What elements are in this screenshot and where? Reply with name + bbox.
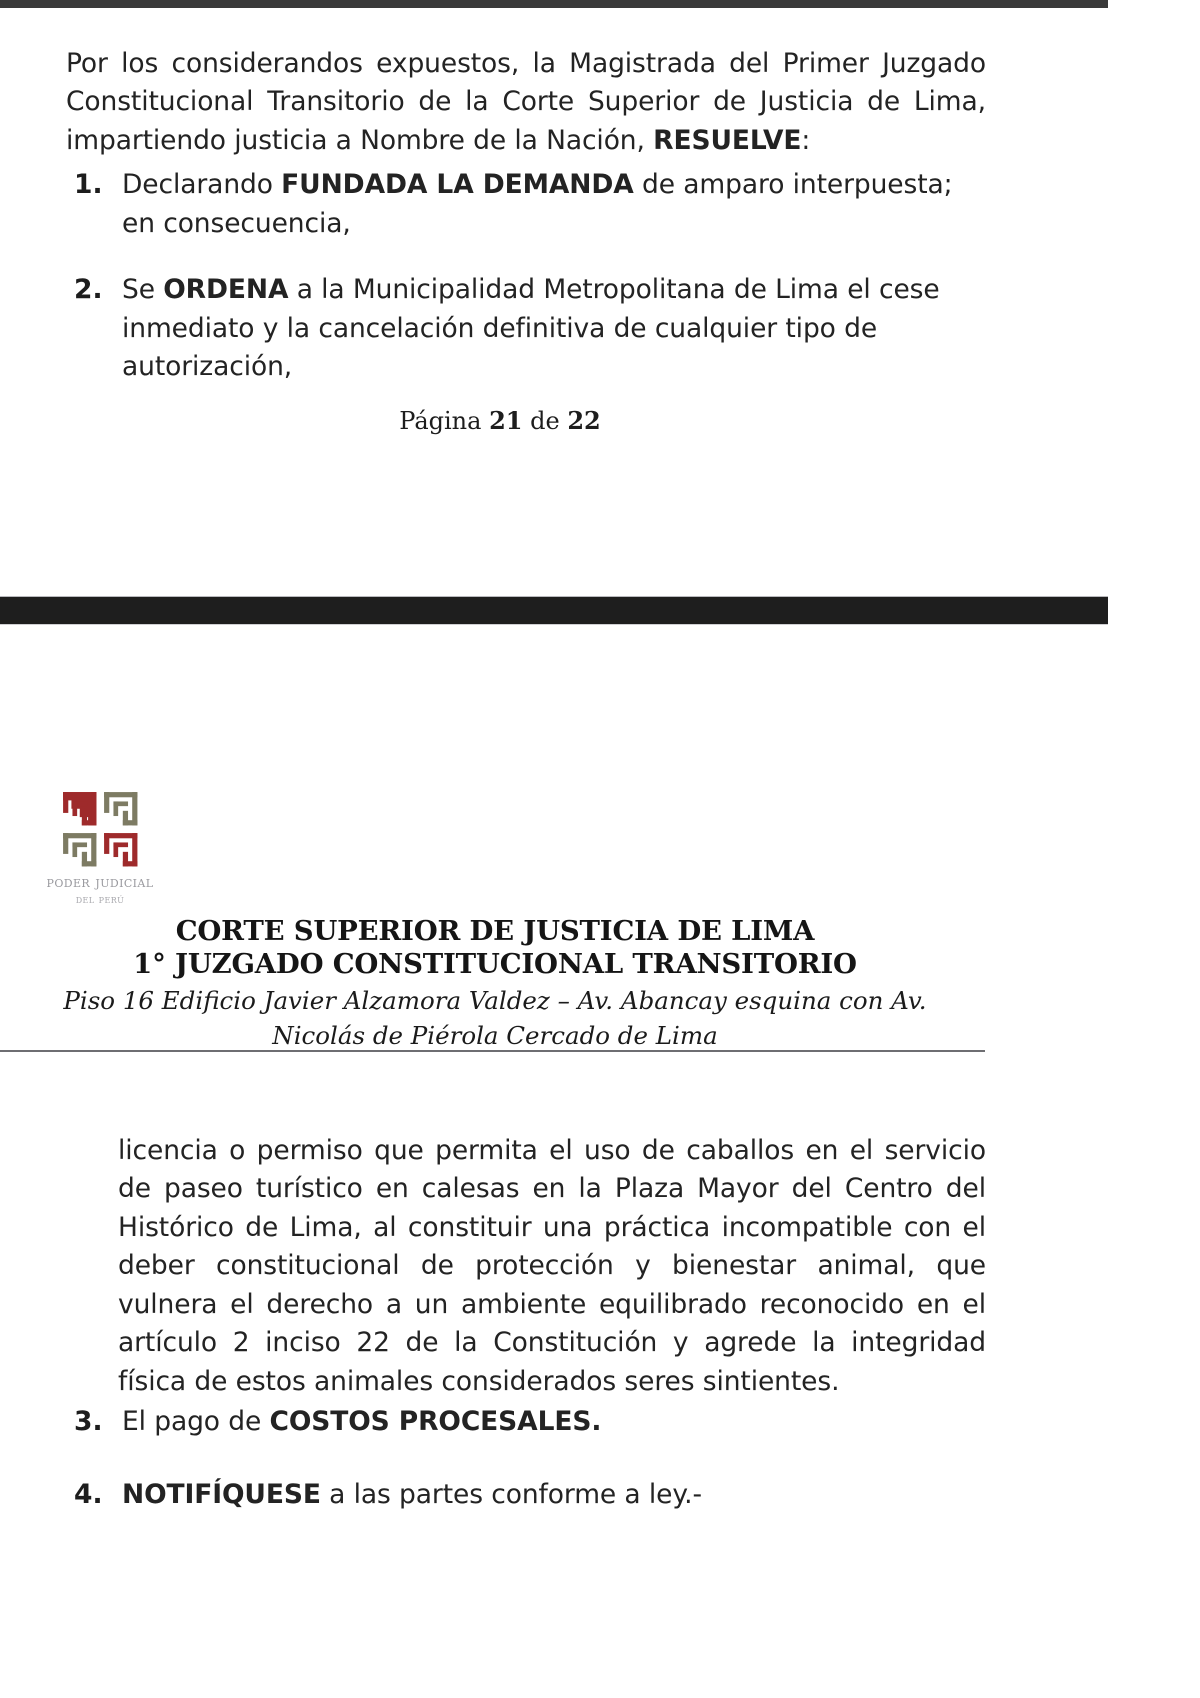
list-item-text [122,1479,702,1510]
list-item-number: 3. [74,1406,103,1437]
list-item-part1: El pago de [122,1406,270,1437]
intro-paragraph-part2: : [801,124,811,156]
logo-glyph-top-left [61,790,99,828]
page-footer-prefix: Página [399,407,490,435]
page-footer-current: 21 [489,406,523,435]
letterhead-divider [0,1050,985,1052]
list-item-part1: Declarando [122,169,282,200]
court-title-line2: 1° JUZGADO CONSTITUCIONAL TRANSITORIO [133,948,857,980]
page-separator-band [0,596,1108,625]
resuelve-emphasis: RESUELVE [653,124,802,156]
page-number-footer [0,406,1000,435]
viewer-top-strip [0,0,1108,8]
brand-subname: del perú [75,892,125,906]
list-item [66,271,986,387]
logo-glyph-top-right [102,790,140,828]
page-footer-total: 22 [567,406,601,435]
list-item-text [122,169,952,239]
court-header [0,915,990,1053]
list-item-emphasis: COSTOS PROCESALES. [269,1406,602,1437]
list-item-number: 2. [74,274,103,305]
list-item-emphasis: FUNDADA LA DEMANDA [281,169,634,200]
list-item [66,1476,986,1515]
institution-brand [0,790,200,907]
list-item-number: 4. [74,1478,103,1510]
list-item-part2: a la Municipalidad Metropolitana de Lima el cese inmediato y la cancelación definitiva de cualquier tipo de autorización, [122,274,940,382]
resolution-list-lower [66,1403,986,1548]
list-item-number: 1. [74,169,103,200]
intro-paragraph [66,45,986,161]
brand-name: poder judicial [46,873,154,891]
court-address: Piso 16 Edificio Javier Alzamora Valdez – Av. Abancay esquina con Av. Nicolás de Piérola Cercado de Lima [63,986,927,1050]
list-item-emphasis: NOTIFÍQUESE [122,1478,321,1510]
list-item-part2: de amparo interpuesta; en consecuencia, [122,169,953,239]
intro-paragraph-part1: Por los considerandos expuestos, la Magistrada del Primer Juzgado Constitucional Transitorio de la Corte Superior de Justicia de Lima, impartiendo justicia a Nombre de la Nación, [66,47,986,156]
list-item-text [122,274,940,382]
resolution-list-upper [66,166,986,415]
logo-glyph-bottom-left [61,831,99,869]
list-item-part1: Se [122,274,164,305]
list-item-text [122,1406,601,1437]
court-title-line1: CORTE SUPERIOR DE JUSTICIA DE LIMA [175,915,815,947]
continuation-paragraph: licencia o permiso que permita el uso de caballos en el servicio de paseo turístico en calesas en la Plaza Mayor del Centro del Histórico de Lima, al constituir una práctica incompatible con el deber constitucional de protección y bienestar animal, que vulnera el derecho a un ambiente equilibrado reconocido en el artículo 2 inciso 22 de la Constitución y agrede la integridad física de estos animales considerados seres sintientes. [118,1134,986,1397]
logo-glyph-bottom-right [102,831,140,869]
page-footer-middle: de [522,407,568,435]
poder-judicial-logo-icon [61,790,139,864]
list-item-emphasis: ORDENA [163,274,289,305]
list-item-part2: a las partes conforme a ley.- [320,1478,702,1510]
list-item [66,166,986,243]
list-item [66,1403,986,1442]
